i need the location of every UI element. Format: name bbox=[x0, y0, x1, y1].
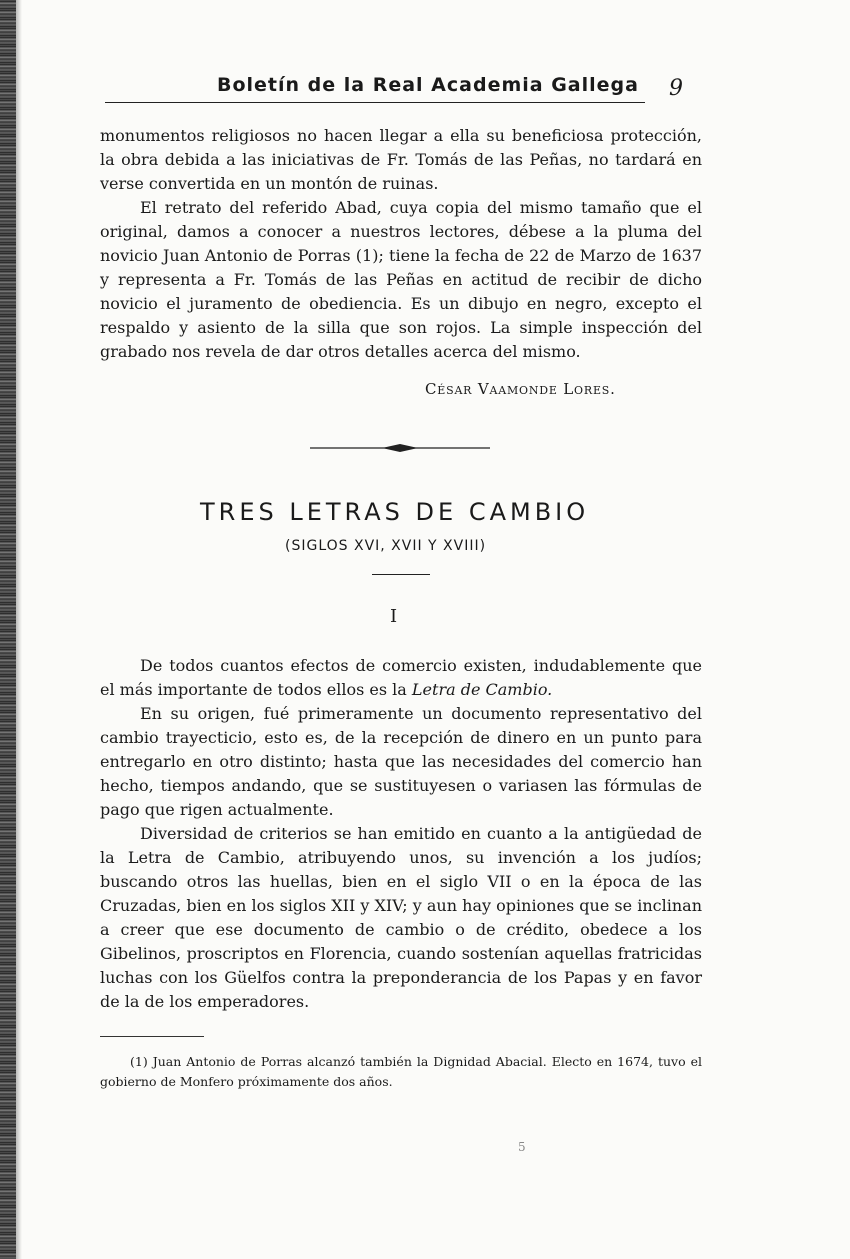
title-rule bbox=[372, 574, 430, 575]
footnote-rule bbox=[100, 1036, 204, 1037]
article-2-body bbox=[100, 654, 702, 1014]
stray-mark: 5 bbox=[518, 1140, 526, 1154]
book-spine-edge bbox=[0, 0, 16, 1259]
paragraph-portrait: El retrato del referido Abad, cuya copia del mismo tamaño que el original, damos a conocer a nuestros lectores, débese a la pluma del novicio Juan Antonio de Porras (1); tiene la fecha de 22 de Marzo de 1637 y representa a Fr. Tomás de las Peñas en actitud de recibir de dicho novicio el juramento de obediencia. Es un dibujo en negro, excepto el respaldo y asiento de la silla que son rojos. La simple inspección del grabado nos revela de dar otros detalles acerca del mismo. bbox=[100, 198, 702, 361]
journal-title: Boletín de la Real Academia Gallega bbox=[217, 74, 639, 96]
footnote bbox=[100, 1052, 702, 1092]
section-divider-ornament bbox=[300, 438, 500, 458]
paragraph-intro bbox=[100, 654, 702, 702]
paragraph-origin: En su origen, fué primeramente un documento representativo del cambio trayecticio, esto es, de la recepción de dinero en un punto para entregarlo en otro distinto; hasta que las necesidades del comercio han hecho, tiempos andando, que se sustituyesen o variasen las fórmulas de pago que rigen actualmente. bbox=[100, 704, 702, 819]
running-header bbox=[105, 72, 705, 106]
part-numeral: I bbox=[390, 606, 398, 627]
header-rule bbox=[105, 102, 645, 103]
page-number: 9 bbox=[669, 76, 683, 101]
footnote-text: (1) Juan Antonio de Porras alcanzó también la Dignidad Abacial. Electo en 1674, tuvo el gobierno de Monfero próximamente dos años. bbox=[100, 1054, 702, 1089]
article-subtitle: (SIGLOS XVI, XVII Y XVIII) bbox=[285, 538, 487, 554]
intro-text: De todos cuantos efectos de comercio existen, indudablemente que el más importante de todos ellos es la bbox=[100, 656, 702, 699]
author-signature: César Vaamonde Lores. bbox=[425, 380, 616, 398]
spine-shadow bbox=[16, 0, 22, 1259]
paragraph-antiquity: Diversidad de criterios se han emitido en cuanto a la antigüedad de la Letra de Cambio, atribuyendo unos, su invención a los judíos; buscando otros las huellas, bien en el siglo VII o en la época de las Cruzadas, bien en los siglos XII y XIV; y aun hay opiniones que se inclinan a creer que ese documento de cambio o de crédito, obedece a los Gibelinos, proscriptos en Florencia, cuando sostenían aquellas fratricidas luchas con los Güelfos contra la preponderancia de los Papas y en favor de la de los emperadores. bbox=[100, 824, 702, 1011]
article-1-body bbox=[100, 124, 702, 364]
article-title: TRES LETRAS DE CAMBIO bbox=[200, 498, 590, 526]
letra-de-cambio-term: Letra de Cambio. bbox=[411, 680, 553, 699]
paragraph-continuation: monumentos religiosos no hacen llegar a ella su beneficiosa protección, la obra debida a las iniciativas de Fr. Tomás de las Peñas, no tardará en verse convertida en un montón de ruinas. bbox=[100, 126, 702, 193]
